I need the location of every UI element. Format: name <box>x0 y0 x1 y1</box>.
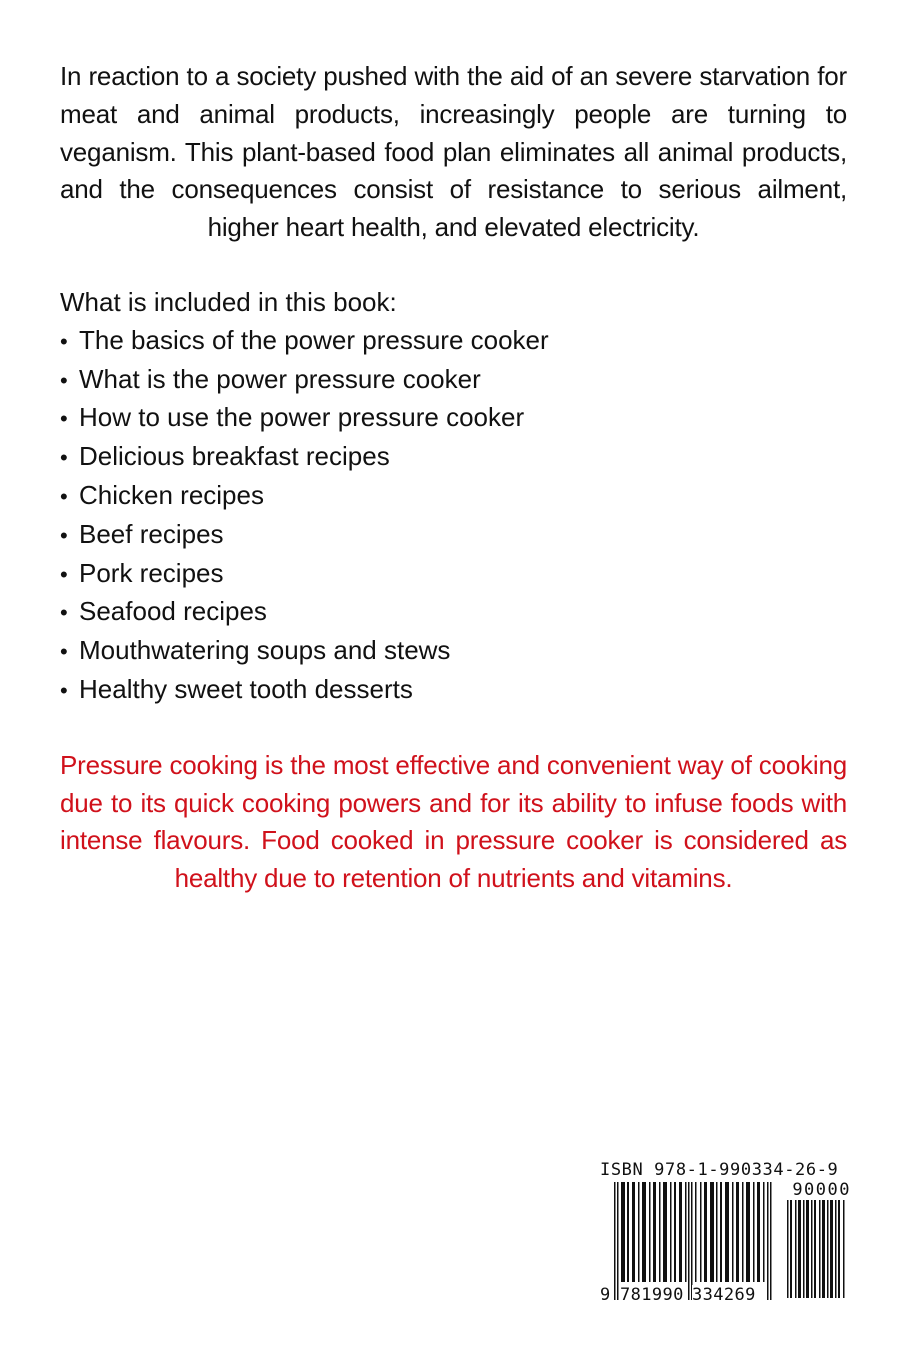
list-item <box>60 399 847 438</box>
list-item-label: Chicken recipes <box>79 479 264 510</box>
price-code: 90000 <box>792 1180 851 1200</box>
barcode-left-digits: 781990 <box>620 1285 684 1305</box>
isbn-barcode <box>600 1160 855 1310</box>
bullet-icon: • <box>60 677 68 703</box>
list-item <box>60 516 847 555</box>
list-item-label: Delicious breakfast recipes <box>79 441 390 472</box>
addon-barcode-bars-icon <box>787 1200 847 1298</box>
back-cover-content <box>60 58 847 898</box>
bullet-icon: • <box>60 367 68 393</box>
bullet-icon: • <box>60 561 68 587</box>
bullet-icon: • <box>60 639 68 665</box>
intro-paragraph: In reaction to a society pushed with the aid of an severe starvation for meat and animal products, increasingly people are turning to veganism. This plant-based food plan eliminates all animal products, and the consequences consist of resistance to serious ailment, higher heart health, and elevated electricity. <box>60 61 847 243</box>
contents-list <box>60 322 847 710</box>
bullet-icon: • <box>60 328 68 354</box>
barcode-bars-icon <box>614 1182 774 1300</box>
promo-paragraph: Pressure cooking is the most effective and convenient way of cooking due to its quick cooking powers and for its ability to infuse foods with intense flavours. Food cooked in pressure cooker is considered as healthy due to retention of nutrients and vitamins. <box>60 749 847 894</box>
isbn-label: ISBN 978-1-990334-26-9 <box>600 1160 839 1180</box>
list-item-label: Mouthwatering soups and stews <box>79 635 451 666</box>
bullet-icon: • <box>60 522 68 548</box>
list-item-label: What is the power pressure cooker <box>79 363 481 394</box>
barcode-right-digits: 334269 <box>692 1285 756 1305</box>
list-item <box>60 593 847 632</box>
list-item <box>60 632 847 671</box>
list-item <box>60 477 847 516</box>
list-item-label: The basics of the power pressure cooker <box>79 324 549 355</box>
list-item-label: Seafood recipes <box>79 596 267 627</box>
list-item <box>60 671 847 710</box>
list-item-label: How to use the power pressure cooker <box>79 402 525 433</box>
list-item <box>60 361 847 400</box>
bullet-icon: • <box>60 406 68 432</box>
list-item <box>60 438 847 477</box>
bullet-icon: • <box>60 483 68 509</box>
list-item-label: Beef recipes <box>79 518 224 549</box>
barcode-lead-digit: 9 <box>600 1285 611 1305</box>
contents-heading: What is included in this book: <box>60 286 397 317</box>
list-item <box>60 555 847 594</box>
bullet-icon: • <box>60 600 68 626</box>
bullet-icon: • <box>60 445 68 471</box>
list-item-label: Pork recipes <box>79 557 224 588</box>
contents-section <box>60 284 847 710</box>
list-item-label: Healthy sweet tooth desserts <box>79 673 413 704</box>
list-item <box>60 322 847 361</box>
